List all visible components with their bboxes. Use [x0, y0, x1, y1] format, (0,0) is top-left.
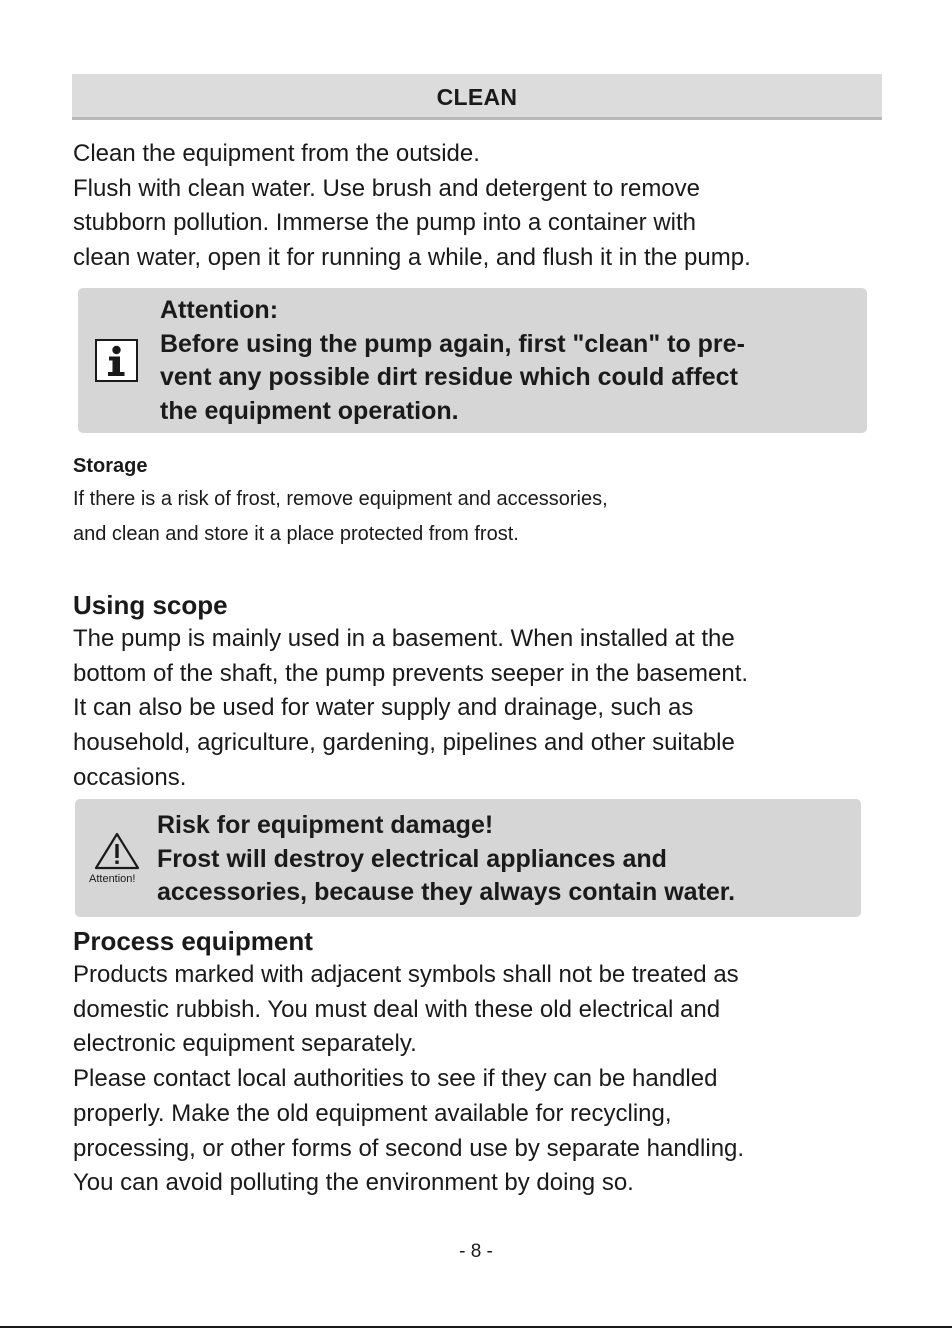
- process-equipment-heading: Process equipment: [73, 926, 313, 956]
- section-header: [72, 74, 882, 120]
- process-line: You can avoid polluting the environment by doing so.: [73, 1169, 634, 1197]
- clean-paragraph: [73, 137, 751, 276]
- process-line: Products marked with adjacent symbols shall not be treated as: [73, 961, 739, 988]
- attention-line: vent any possible dirt residue which could affect: [160, 363, 738, 391]
- process-line: properly. Make the old equipment available for recycling,: [73, 1099, 672, 1127]
- using-scope-line: It can also be used for water supply and drainage, such as: [73, 694, 694, 722]
- warning-icon-label: Attention!: [89, 873, 136, 885]
- attention-line: Before using the pump again, first "clean" to pre-: [160, 329, 745, 358]
- attention-callout: [78, 288, 867, 433]
- warning-callout: [75, 799, 861, 917]
- storage-heading: Storage: [73, 455, 148, 477]
- using-scope-paragraph: [73, 622, 748, 796]
- process-line: processing, or other forms of second use by separate handling.: [73, 1134, 745, 1162]
- storage-line: If there is a risk of frost, remove equipment and accessories,: [73, 488, 608, 510]
- info-icon: [95, 339, 138, 382]
- process-equipment-paragraph: [73, 958, 744, 1201]
- warning-line: accessories, because they always contain water.: [157, 878, 736, 906]
- process-line: domestic rubbish. You must deal with these old electrical and: [73, 995, 721, 1023]
- using-scope-heading: Using scope: [73, 590, 228, 620]
- using-scope-line: household, agriculture, gardening, pipelines and other suitable: [73, 729, 735, 757]
- warning-line: Frost will destroy electrical appliances and: [157, 844, 667, 873]
- clean-line: Clean the equipment from the outside.: [73, 140, 480, 167]
- process-line: Please contact local authorities to see if they can be handled: [73, 1065, 718, 1093]
- storage-line: and clean and store it a place protected from frost.: [73, 523, 519, 545]
- section-title: CLEAN: [436, 84, 518, 110]
- info-icon-glyph: [97, 341, 136, 380]
- attention-line: the equipment operation.: [160, 396, 459, 425]
- using-scope-line: The pump is mainly used in a basement. When installed at the: [73, 625, 735, 652]
- clean-line: stubborn pollution. Immerse the pump into a container with: [73, 209, 697, 237]
- process-line: electronic equipment separately.: [73, 1030, 417, 1058]
- page-number: - 8 -: [459, 1241, 493, 1262]
- attention-title: Attention:: [160, 296, 279, 324]
- using-scope-line: bottom of the shaft, the pump prevents seeper in the basement.: [73, 659, 749, 687]
- using-scope-line: occasions.: [73, 763, 187, 791]
- warning-title: Risk for equipment damage!: [157, 811, 494, 839]
- warning-text: [157, 809, 735, 910]
- clean-line: clean water, open it for running a while, and flush it in the pump.: [73, 244, 751, 272]
- bottom-divider: [0, 1326, 952, 1328]
- warning-triangle-icon: [93, 831, 141, 871]
- clean-line: Flush with clean water. Use brush and detergent to remove: [73, 174, 700, 202]
- attention-text: [160, 294, 745, 428]
- storage-paragraph: [73, 482, 608, 552]
